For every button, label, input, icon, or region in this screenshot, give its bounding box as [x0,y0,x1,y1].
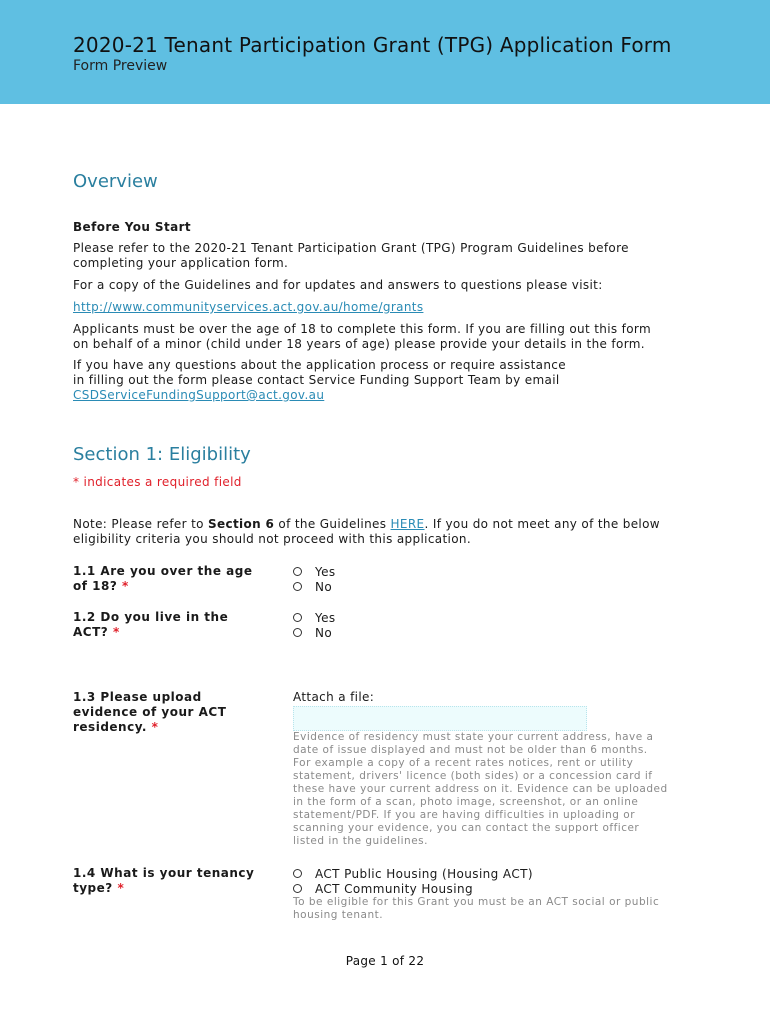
question-1-4-options [293,866,533,896]
contact-paragraph: If you have any questions about the application process or require assistance in filling out the form please contact Service Funding Support Team by email CSDServiceFundingSupport@act.gov.au [73,358,713,403]
file-upload-field[interactable] [293,706,587,731]
guidelines-paragraph: Please refer to the 2020-21 Tenant Participation Grant (TPG) Program Guidelines before completing your application form. [73,241,629,270]
radio-button[interactable] [293,613,302,622]
radio-button[interactable] [293,869,302,878]
form-title: 2020-21 Tenant Participation Grant (TPG) Application Form [73,33,672,57]
question-1-2-options [293,610,336,640]
before-you-start-heading: Before You Start [73,220,192,234]
question-1-3-label: 1.3 Please upload evidence of your ACT residency. * [73,690,227,734]
tenancy-hint: To be eligible for this Grant you must be an ACT social or public housing tenant. [293,896,660,921]
question-1-2-label: 1.2 Do you live in the ACT? * [73,610,229,639]
question-1-1-options [293,564,336,594]
form-subtitle: Form Preview [73,58,168,74]
radio-option-public-housing[interactable]: ACT Public Housing (Housing ACT) [293,866,533,881]
guidelines-here-link[interactable]: HERE [390,517,425,531]
form-header [0,0,770,104]
radio-option-no[interactable]: No [293,625,336,640]
residency-hint: Evidence of residency must state your current address, have a date of issue displayed and must not be older than 6 months. For example a copy of a recent rates notices, rent or utility statement, drivers' licence (both sides) or a concession card if these have your current address on it. Evidence can be uploaded in the form of a scan, photo image, screenshot, or an online statement/PDF. If you are having difficulties in uploading or scanning your evidence, you can contact the support officer listed in the guidelines. [293,731,668,847]
age-paragraph: Applicants must be over the age of 18 to complete this form. If you are filling out this form on behalf of a minor (child under 18 years of age) please provide your details in the form. [73,322,652,351]
radio-option-community-housing[interactable]: ACT Community Housing [293,881,533,896]
radio-button[interactable] [293,884,302,893]
radio-option-no[interactable]: No [293,579,336,594]
support-email-link[interactable]: CSDServiceFundingSupport@act.gov.au [73,388,325,402]
radio-option-yes[interactable]: Yes [293,564,336,579]
eligibility-note: Note: Please refer to Section 6 of the Guidelines HERE. If you do not meet any of the below eligibility criteria you should not proceed with this application. [73,517,660,546]
question-1-1-label: 1.1 Are you over the age of 18? * [73,564,253,593]
attach-file-label: Attach a file: [293,690,375,704]
page-number: Page 1 of 22 [345,954,425,968]
radio-button[interactable] [293,567,302,576]
required-field-note: * indicates a required field [73,475,242,489]
question-1-4-label: 1.4 What is your tenancy type? * [73,866,255,895]
radio-button[interactable] [293,582,302,591]
section1-heading: Section 1: Eligibility [73,444,251,465]
radio-option-yes[interactable]: Yes [293,610,336,625]
overview-heading: Overview [73,171,158,192]
grants-link[interactable]: http://www.communityservices.act.gov.au/home/grants [73,300,424,314]
copy-paragraph: For a copy of the Guidelines and for updates and answers to questions please visit: [73,278,603,292]
radio-button[interactable] [293,628,302,637]
